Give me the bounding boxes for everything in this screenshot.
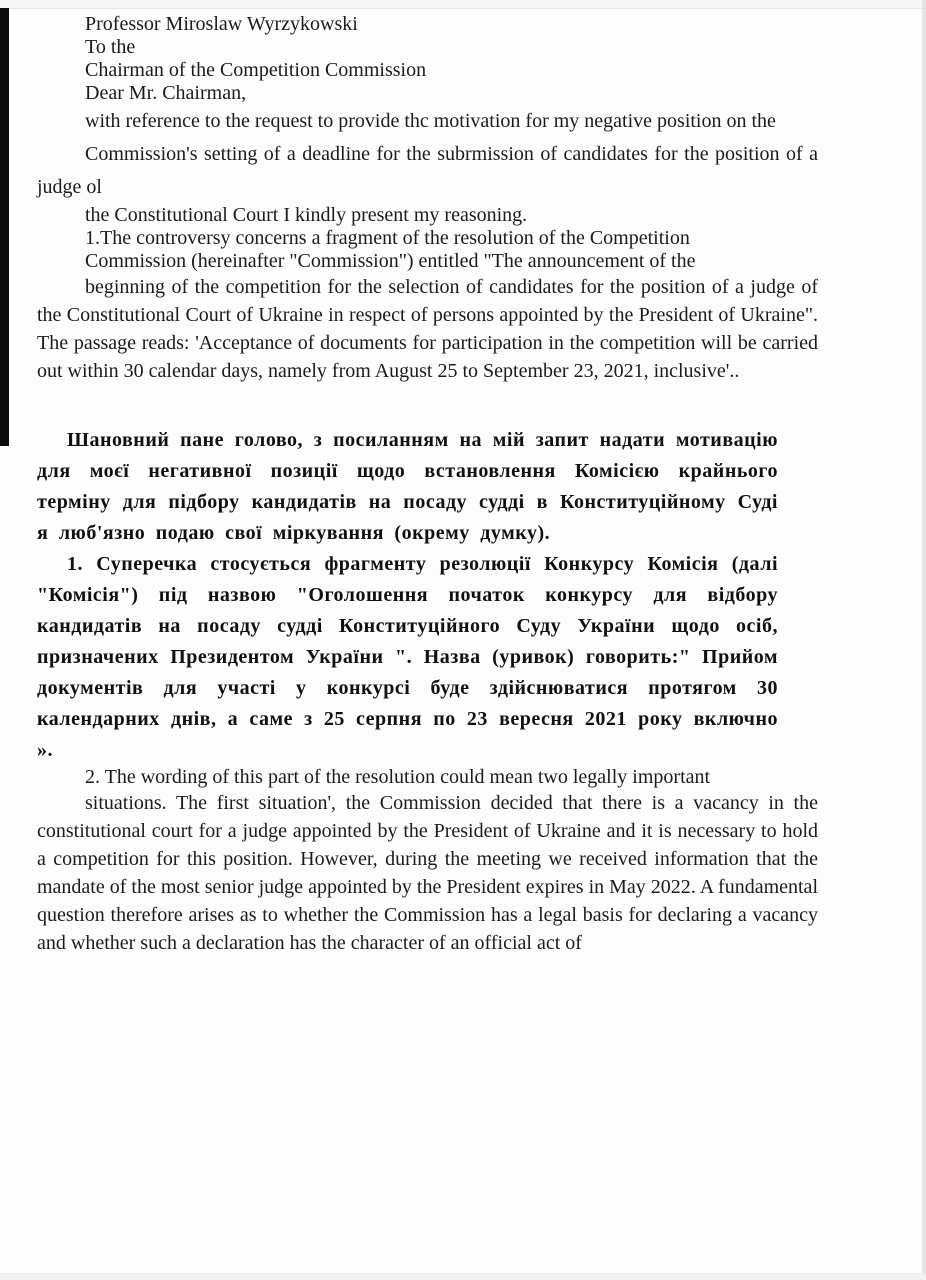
- salutation-line: Dear Mr. Chairman,: [85, 82, 247, 104]
- point-2-body: situations. The first situation', the Commission decided that there is a vacancy in the constitutional court for a judge appointed by the President of Ukraine and it is necessary to hold a competition for this position. However, during the meeting we received information that the mandate of the most senior judge appointed by the President expires in May 2022. A fundamental question therefore arises as to whether the Commission has a legal basis for declaring a vacancy and whether such a declaration has the character of an official act of: [37, 792, 818, 954]
- addressee-line: Chairman of the Competition Commission: [85, 59, 427, 81]
- scan-bottom-edge-strip: [0, 1273, 926, 1280]
- scan-right-edge-line: [922, 0, 926, 1280]
- sender-line: Professor Miroslaw Wyrzykowski: [85, 13, 358, 35]
- point-1-line-1: 1.The controversy concerns a fragment of the resolution of the Competition: [85, 227, 690, 249]
- ukrainian-salutation-paragraph: Шановний пане голово, з посиланням на мій запит надати мотивацію для моєї негативної позиції щодо встановлення Комісією крайнього терміну для підбору кандидатів на посаду судді в Конституційному Суді я люб'язно подаю свої міркування (окрему думку).: [37, 429, 778, 544]
- point-1-body: beginning of the competition for the selection of candidates for the position of a judge of the Constitutional Court of Ukraine in respect of persons appointed by the President of Ukraine". The passage reads: 'Acceptance of documents for participation in the competition will be carried out within 30 calendar days, namely from August 25 to September 23, 2021, inclusive'..: [37, 276, 818, 382]
- scan-left-margin-bar: [0, 8, 9, 446]
- addressee-intro-line: To the: [85, 36, 136, 58]
- opening-paragraph-part-2: Commission's setting of a deadline for the subrmission of candidates for the position of a judge ol: [37, 143, 818, 198]
- ukrainian-point-1-paragraph: 1. Суперечка стосується фрагменту резолюції Конкурсу Комісія (далі "Комісія") під назвою "Оголошення початок конкурсу для відбору кандидатів на посаду судді Конституційного Суду України щодо осіб, призначених Президентом України ". Назва (уривок) говорить:" Прийом документів для участі у конкурсі буде здійснюватися протягом 30 календарних днів, а саме з 25 серпня по 23 вересня 2021 року включно ».: [37, 553, 778, 761]
- letter-body: [37, 13, 818, 957]
- scan-top-edge-strip: [0, 0, 926, 9]
- opening-paragraph-part-3: the Constitutional Court I kindly present my reasoning.: [85, 204, 528, 226]
- point-1-line-2: Commission (hereinafter "Commission") entitled "The announcement of the: [85, 250, 696, 272]
- opening-paragraph-part-1: with reference to the request to provide thc motivation for my negative position on the: [85, 110, 776, 132]
- point-2-line-1: 2. The wording of this part of the resolution could mean two legally important: [85, 766, 711, 788]
